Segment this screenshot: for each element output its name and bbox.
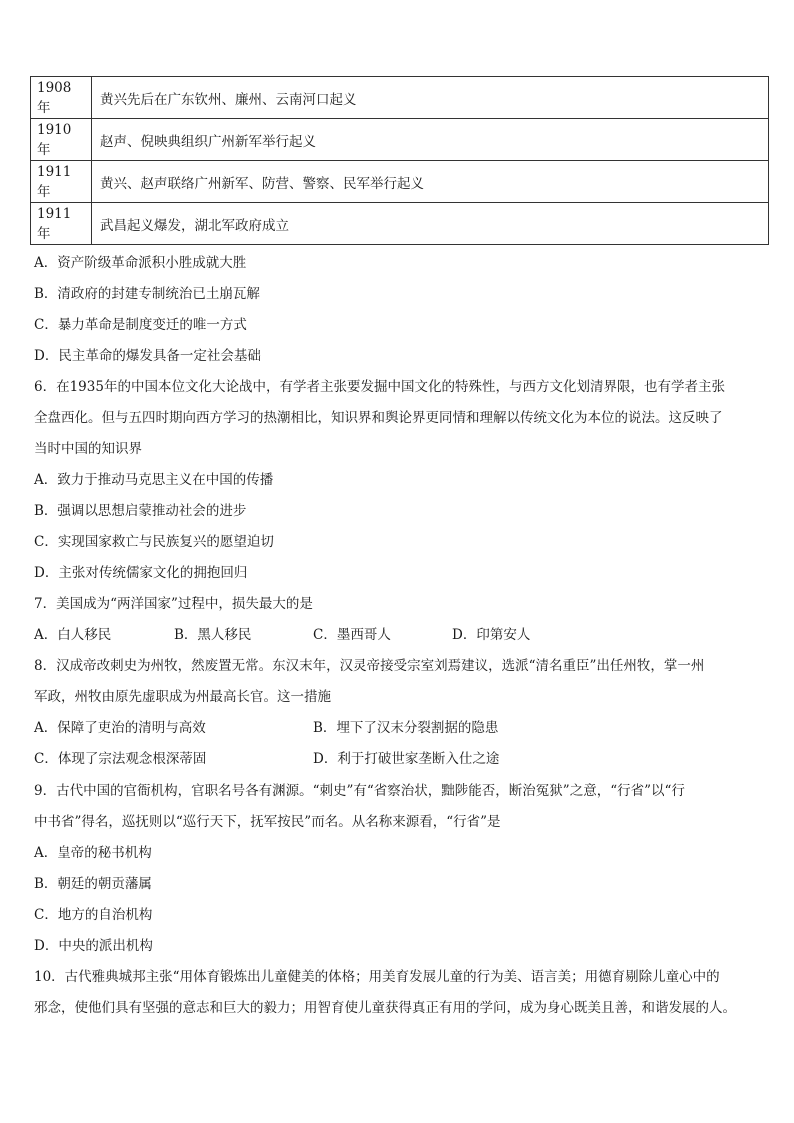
q8-option-c: C．体现了宗法观念根深蒂固	[34, 751, 207, 767]
event-cell: 武昌起义爆发，湖北军政府成立	[92, 203, 769, 245]
q9-option-b: B．朝廷的朝贡藩属	[34, 876, 152, 892]
q10-stem-line-1: 10．古代雅典城邦主张“用体育锻炼出儿童健美的体格；用美育发展儿童的行为美、语言美；用德育剔除儿童心中的	[34, 969, 720, 985]
q5-option-d: D．民主革命的爆发具备一定社会基础	[34, 348, 261, 364]
year-cell: 1911年	[31, 203, 92, 245]
table-row	[31, 161, 769, 203]
q5-option-c: C．暴力革命是制度变迁的唯一方式	[34, 317, 247, 333]
q8-stem-line-1: 8．汉成帝改刺史为州牧，然废置无常。东汉末年，汉灵帝接受宗室刘焉建议，选派“清名重臣”出任州牧，掌一州	[34, 658, 705, 674]
q7-option-b: B．黑人移民	[174, 627, 252, 643]
year-cell: 1908年	[31, 77, 92, 119]
q8-option-d: D．利于打破世家垄断入仕之途	[313, 751, 500, 767]
q8-option-a: A．保障了吏治的清明与高效	[34, 720, 206, 736]
q6-stem-line-1: 6．在1935年的中国本位文化大论战中，有学者主张要发掘中国文化的特殊性，与西方文化划清界限，也有学者主张	[34, 379, 725, 395]
q9-option-a: A．皇帝的秘书机构	[34, 845, 152, 861]
q7-option-d: D．印第安人	[452, 627, 531, 643]
year-cell: 1911年	[31, 161, 92, 203]
table-row	[31, 119, 769, 161]
q7-option-c: C．墨西哥人	[313, 627, 391, 643]
q6-stem-line-3: 当时中国的知识界	[34, 441, 142, 457]
q9-stem-line-1: 9．古代中国的官衙机构，官职名号各有渊源。“刺史”有“省察治状，黜陟能否，断治冤狱”之意，“行省”以“行	[34, 783, 685, 799]
event-cell: 赵声、倪映典组织广州新军举行起义	[92, 119, 769, 161]
q7-option-a: A．白人移民	[34, 627, 112, 643]
table-row	[31, 203, 769, 245]
q8-option-b: B．埋下了汉末分裂割据的隐患	[313, 720, 499, 736]
q6-option-a: A．致力于推动马克思主义在中国的传播	[34, 472, 274, 488]
events-table	[30, 76, 769, 245]
q9-option-c: C．地方的自治机构	[34, 907, 153, 923]
q9-stem-line-2: 中书省”得名，巡抚则以“巡行天下，抚军按民”而名。从名称来源看，“行省”是	[34, 814, 501, 830]
q7-stem: 7．美国成为“两洋国家”过程中，损失最大的是	[34, 596, 313, 612]
q6-option-d: D．主张对传统儒家文化的拥抱回归	[34, 565, 248, 581]
q6-option-c: C．实现国家救亡与民族复兴的愿望迫切	[34, 534, 274, 550]
q5-option-a: A．资产阶级革命派积小胜成就大胜	[34, 255, 247, 271]
q10-stem-line-2: 邪念，使他们具有坚强的意志和巨大的毅力；用智育使儿童获得真正有用的学问，成为身心既美且善，和谐发展的人。	[34, 1000, 736, 1016]
q6-option-b: B．强调以思想启蒙推动社会的进步	[34, 503, 247, 519]
event-cell: 黄兴、赵声联络广州新军、防营、警察、民军举行起义	[92, 161, 769, 203]
q5-option-b: B．清政府的封建专制统治已土崩瓦解	[34, 286, 260, 302]
q9-option-d: D．中央的派出机构	[34, 938, 153, 954]
table-row	[31, 77, 769, 119]
q8-stem-line-2: 军政，州牧由原先虚职成为州最高长官。这一措施	[34, 689, 331, 705]
year-cell: 1910年	[31, 119, 92, 161]
event-cell: 黄兴先后在广东钦州、廉州、云南河口起义	[92, 77, 769, 119]
q6-stem-line-2: 全盘西化。但与五四时期向西方学习的热潮相比，知识界和舆论界更同情和理解以传统文化为本位的说法。这反映了	[34, 410, 723, 426]
